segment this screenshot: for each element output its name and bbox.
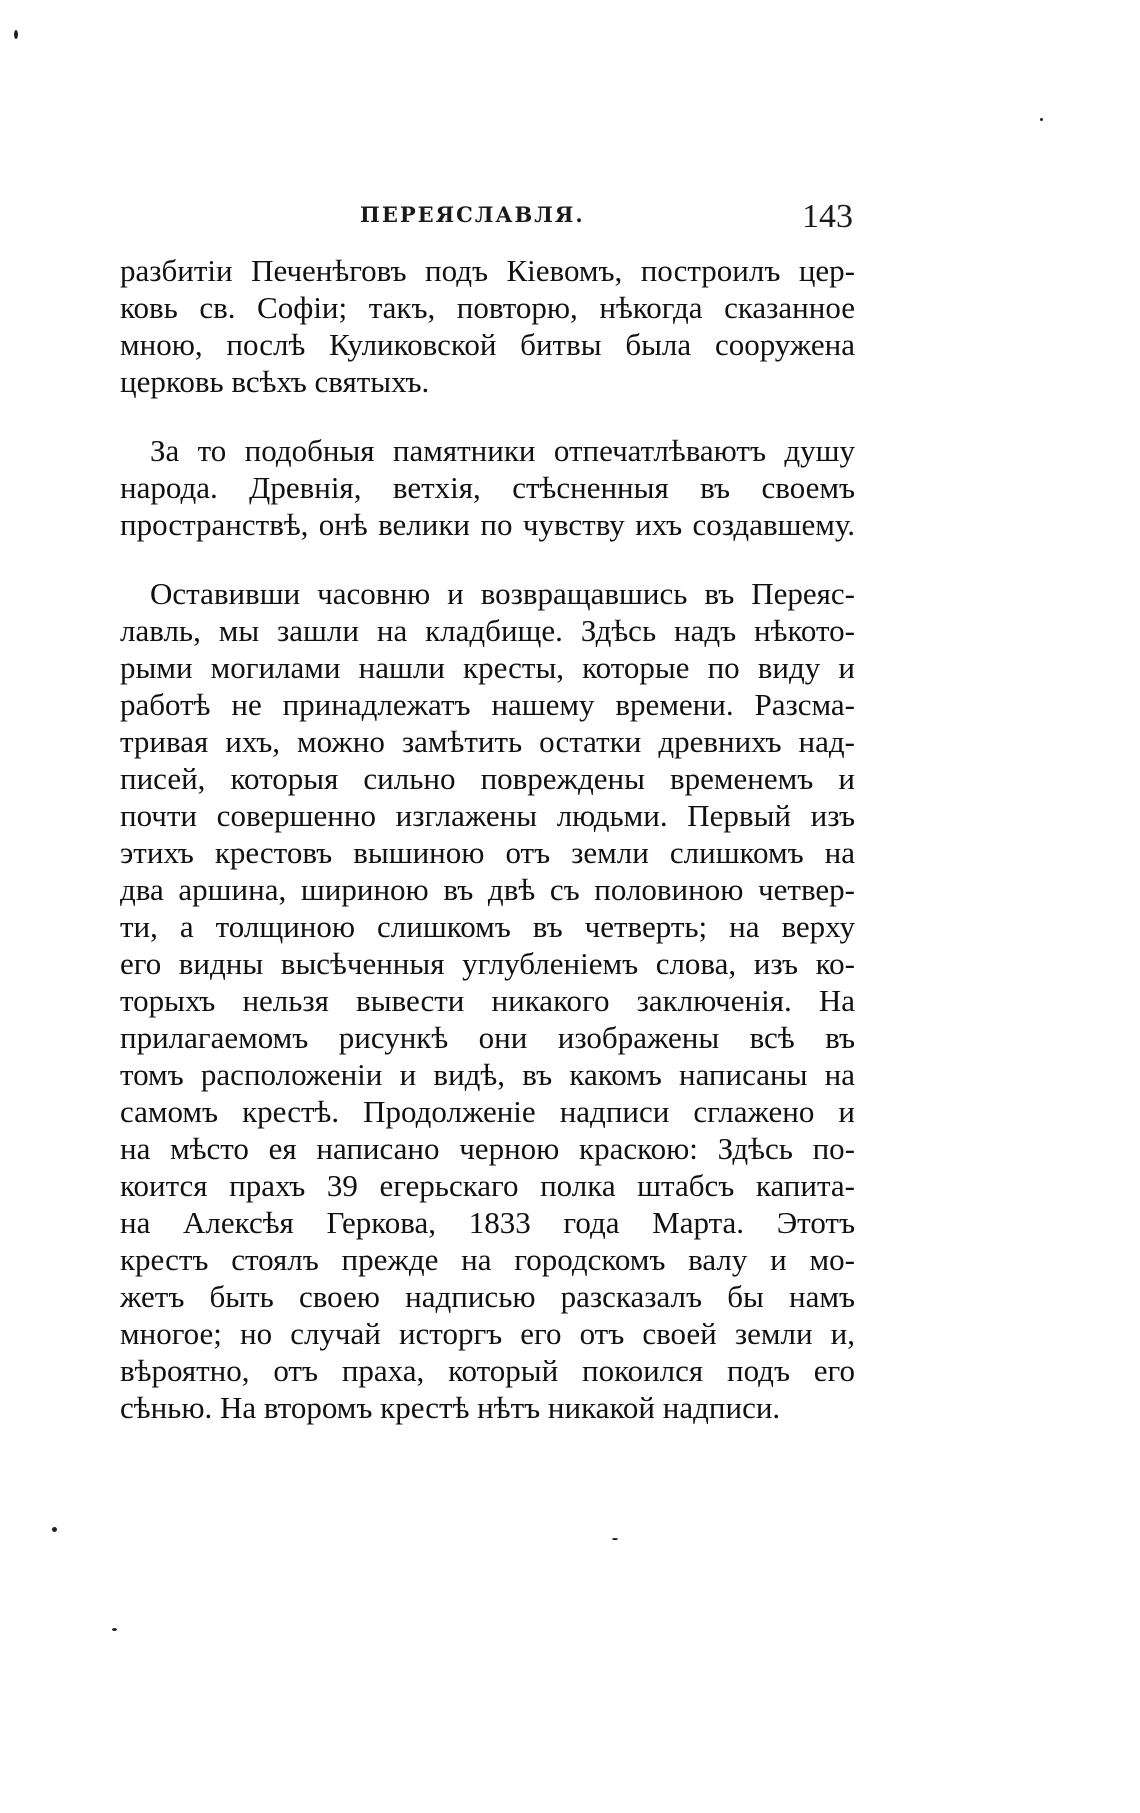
paragraph-3: [120, 575, 855, 1426]
text-line: почти совершенно изглажены людьми. Первый изъ: [120, 798, 855, 833]
page-number: 143: [802, 198, 853, 235]
text-line: томъ расположеніи и видѣ, въ какомъ написаны на: [120, 1057, 855, 1092]
text-line: За то подобныя памятники отпечатлѣваютъ душу: [150, 433, 855, 468]
text-line: жетъ быть своею надписью разсказалъ бы намъ: [120, 1279, 855, 1314]
text-line: ти, а толщиною слишкомъ въ четверть; на верху: [120, 909, 855, 944]
scan-speck: [52, 1527, 57, 1532]
text-line: торыхъ нельзя вывести никакого заключенія. На: [120, 983, 855, 1018]
text-line: пространствѣ, онѣ велики по чувству ихъ создавшему.: [120, 507, 855, 542]
scan-speck: [612, 1538, 618, 1540]
body-text: [120, 252, 855, 1426]
text-line: на мѣсто ея написано черною краскою: Здѣсь по-: [120, 1131, 855, 1166]
text-line: крестъ стоялъ прежде на городскомъ валу и мо-: [120, 1242, 855, 1277]
text-line: тривая ихъ, можно замѣтить остатки древнихъ над-: [120, 724, 855, 759]
text-line: его видны высѣченныя углубленіемъ слова, изъ ко-: [120, 946, 855, 981]
text-line: самомъ крестѣ. Продолженіе надписи сглажено и: [120, 1094, 855, 1129]
scan-speck: [14, 30, 18, 39]
running-title: ПЕРЕЯСЛАВЛЯ.: [360, 202, 585, 227]
text-line: ковь св. Софіи; такъ, повторю, нѣкогда сказанное: [120, 290, 855, 325]
scan-speck: [112, 1628, 117, 1631]
text-line: народа. Древнія, ветхія, стѣсненныя въ своемъ: [120, 470, 855, 505]
paragraph-2: [120, 432, 855, 543]
text-line: мною, послѣ Куликовской битвы была сооружена: [120, 327, 855, 362]
text-line: коится прахъ 39 егерьскаго полка штабсъ капита-: [120, 1168, 855, 1203]
text-line: многое; но случай исторгъ его отъ своей земли и,: [120, 1316, 855, 1351]
text-line: писей, которыя сильно повреждены временемъ и: [120, 761, 855, 796]
text-line: разбитіи Печенѣговъ подъ Кіевомъ, построилъ цер-: [120, 253, 855, 288]
text-line: лавль, мы зашли на кладбище. Здѣсь надъ нѣкото-: [120, 613, 855, 648]
scan-speck: [1040, 118, 1043, 121]
paragraph-1: [120, 252, 855, 400]
text-line: этихъ крестовъ вышиною отъ земли слишкомъ на: [120, 835, 855, 870]
text-line: вѣроятно, отъ праха, который покоился подъ его: [120, 1353, 855, 1388]
text-line: Оставивши часовню и возвращавшись въ Переяс-: [150, 576, 855, 611]
paragraph-gap: [120, 543, 855, 575]
text-line: церковь всѣхъ святыхъ.: [120, 364, 430, 399]
text-line: работѣ не принадлежатъ нашему времени. Разсма-: [120, 687, 855, 722]
text-line: сѣнью. На второмъ крестѣ нѣтъ никакой надписи.: [120, 1390, 781, 1425]
text-line: на Алексѣя Геркова, 1833 года Марта. Этотъ: [120, 1205, 855, 1240]
page-header: [120, 198, 855, 242]
text-line: прилагаемомъ рисункѣ они изображены всѣ въ: [120, 1020, 855, 1055]
paragraph-gap: [120, 400, 855, 432]
text-line: два аршина, шириною въ двѣ съ половиною четвер-: [120, 872, 855, 907]
text-line: рыми могилами нашли кресты, которые по виду и: [120, 650, 855, 685]
